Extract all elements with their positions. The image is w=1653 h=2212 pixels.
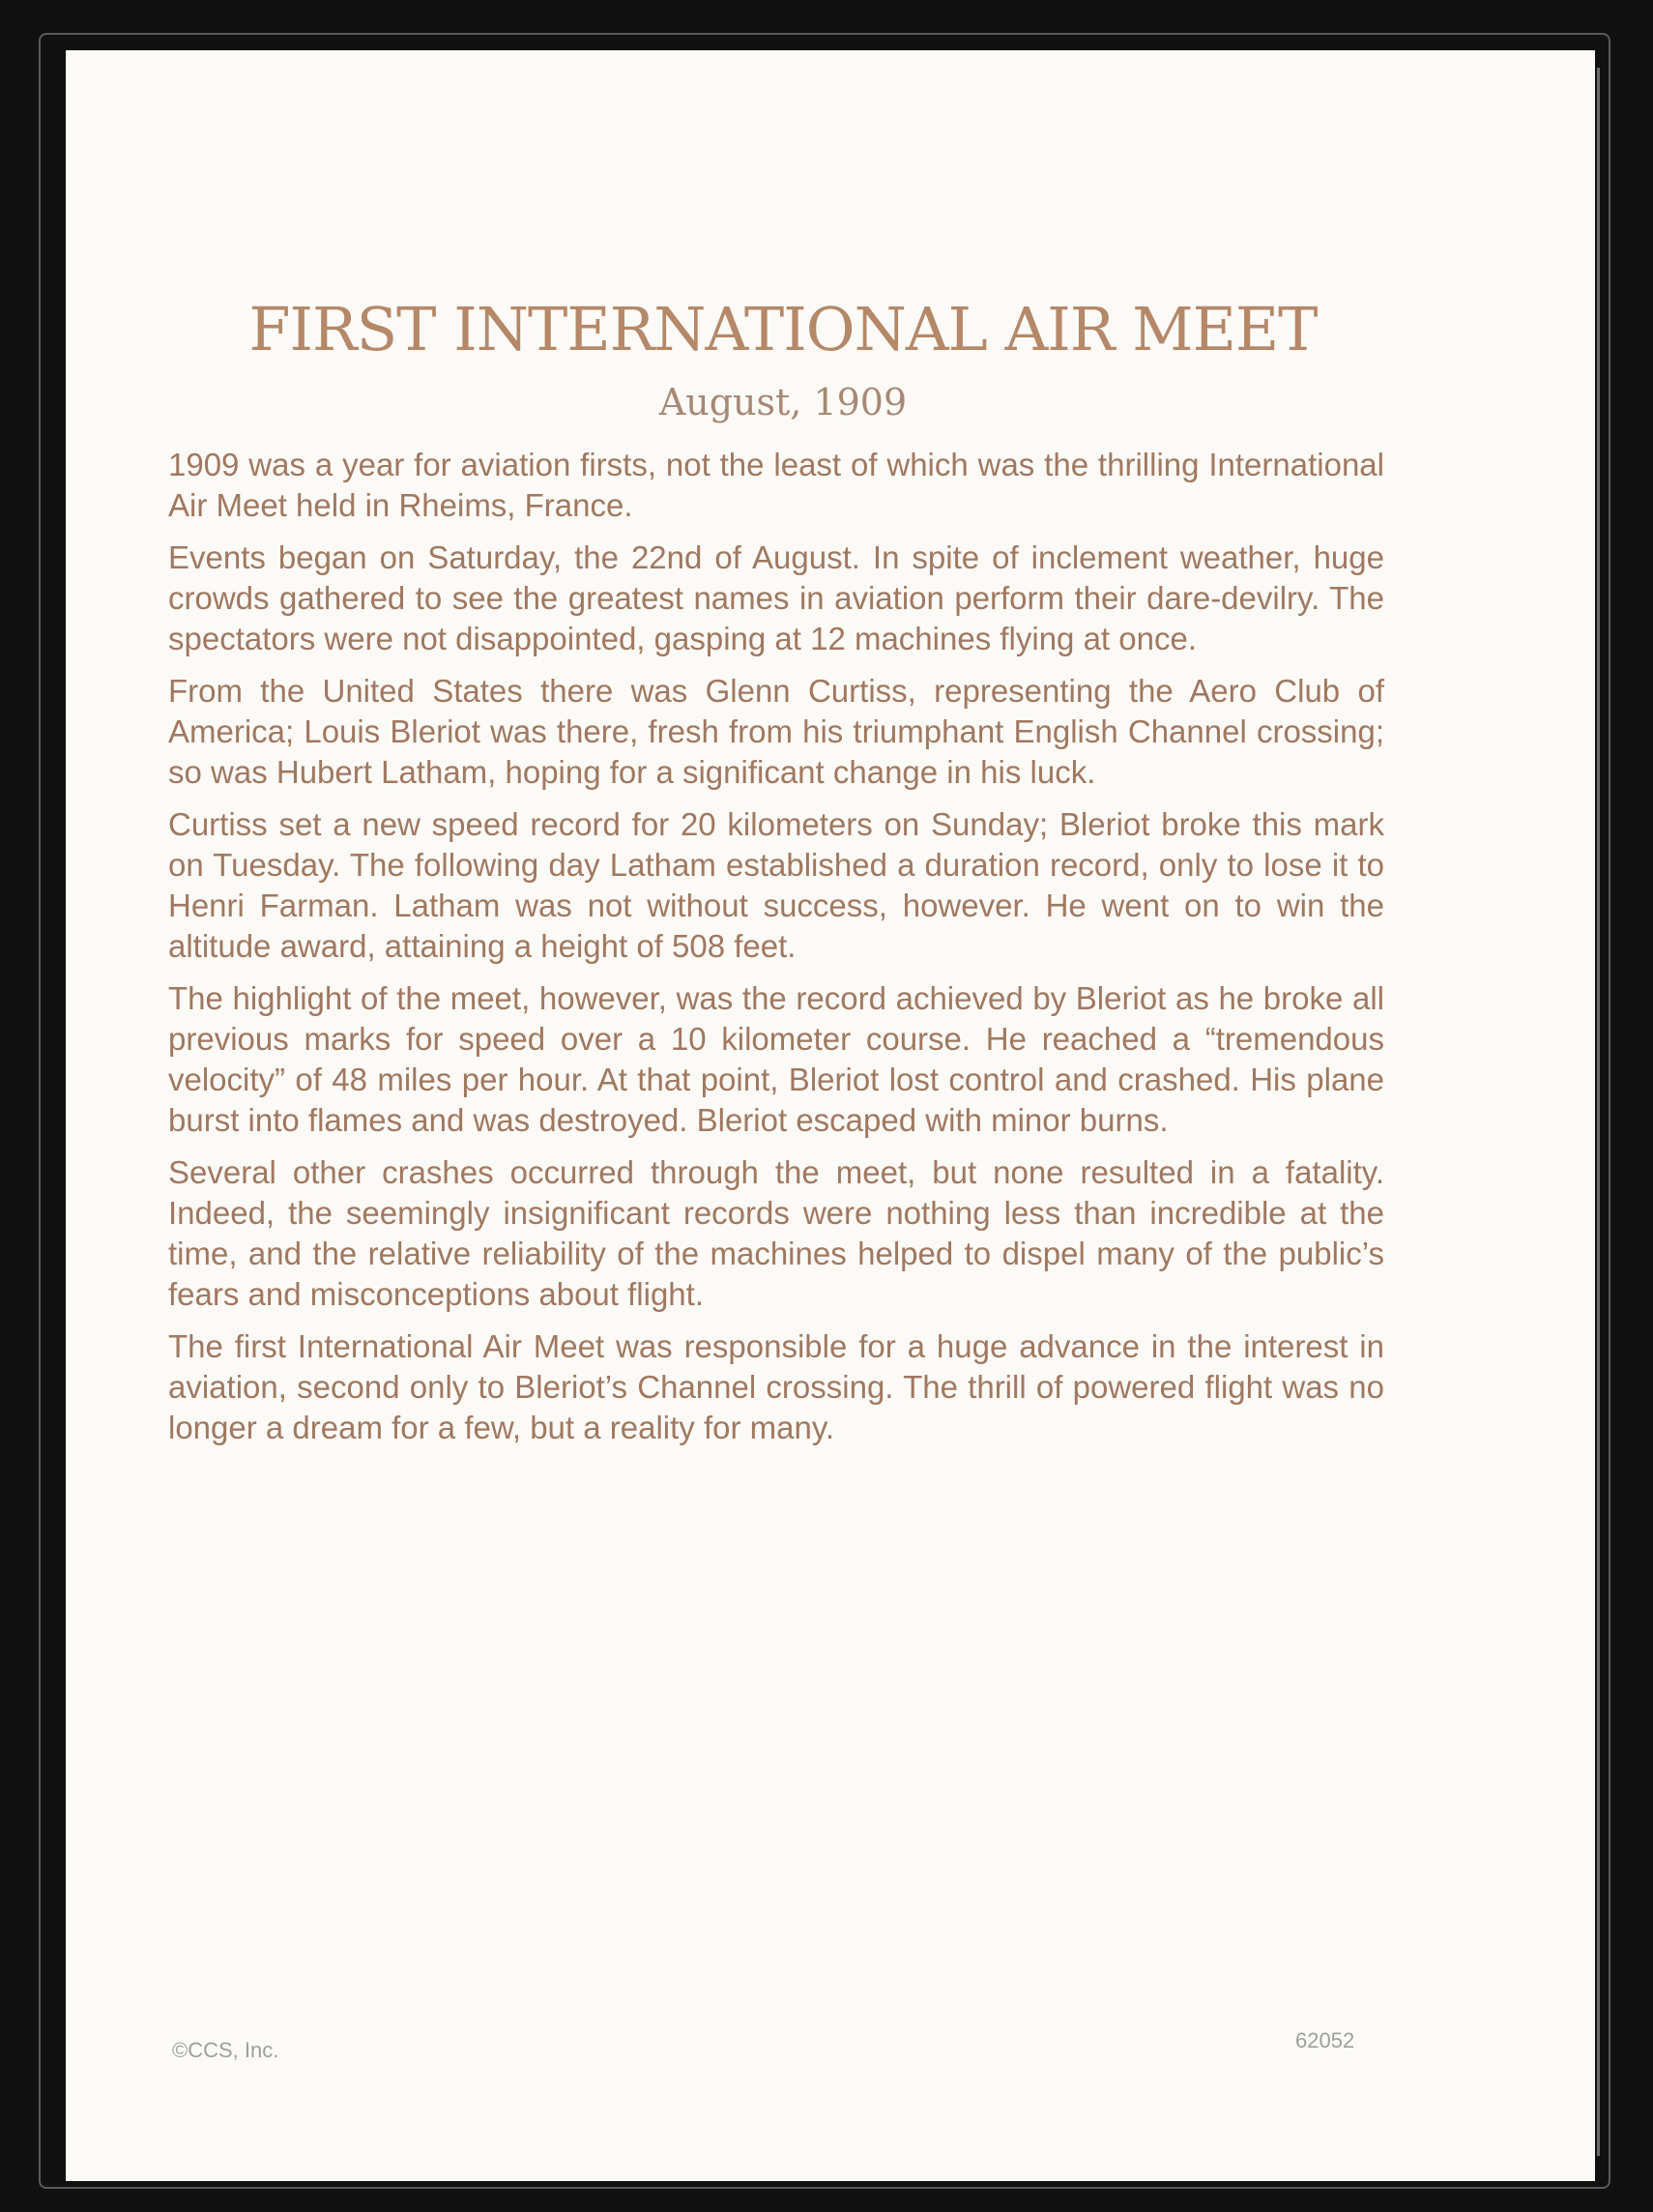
paragraph-4: Curtiss set a new speed record for 20 kilometers on Sunday; Bleriot broke this mark on Tuesday. The following day Latham established a duration record, only to lose it to Henri Farman. Latham was not without success, however. He went on to win the altitude award, attaining a height of 508 feet. (168, 806, 1384, 964)
card-title: FIRST INTERNATIONAL AIR MEET (248, 294, 1318, 364)
paragraph-6: Several other crashes occurred through the meet, but none resulted in a fatality. Indeed, the seemingly insignificant records were nothing less than incredible at the time, and the relative reliability of the machines helped to dispel many of the public’s fears and misconceptions about flight. (168, 1154, 1384, 1312)
paragraph-3: From the United States there was Glenn Curtiss, representing the Aero Club of America; Louis Bleriot was there, fresh from his triumphant English Channel crossing; so was Hubert Latham, hoping for a significant change in his luck. (168, 673, 1384, 790)
card-date: August, 1909 (658, 381, 908, 423)
catalog-number: 62052 (1295, 2028, 1355, 2052)
sleeve-edge (1597, 68, 1600, 2156)
paragraph-1: 1909 was a year for aviation firsts, not the least of which was the thrilling International Air Meet held in Rheims, France. (168, 447, 1384, 523)
copyright-notice: ©CCS, Inc. (172, 2038, 279, 2062)
card-body (168, 445, 1384, 1460)
paragraph-2: Events began on Saturday, the 22nd of August. In spite of inclement weather, huge crowds gathered to see the greatest names in aviation perform their dare-devilry. The spectators were not disappointed, gasping at 12 machines flying at once. (168, 539, 1384, 656)
paragraph-7: The first International Air Meet was responsible for a huge advance in the interest in aviation, second only to Bleriot’s Channel crossing. The thrill of powered flight was no longer a dream for a few, but a reality for many. (168, 1328, 1384, 1445)
paragraph-5: The highlight of the meet, however, was the record achieved by Bleriot as he broke all previous marks for speed over a 10 kilometer course. He reached a “tremendous velocity” of 48 miles per hour. At that point, Bleriot lost control and crashed. His plane burst into flames and was destroyed. Bleriot escaped with minor burns. (168, 980, 1384, 1138)
